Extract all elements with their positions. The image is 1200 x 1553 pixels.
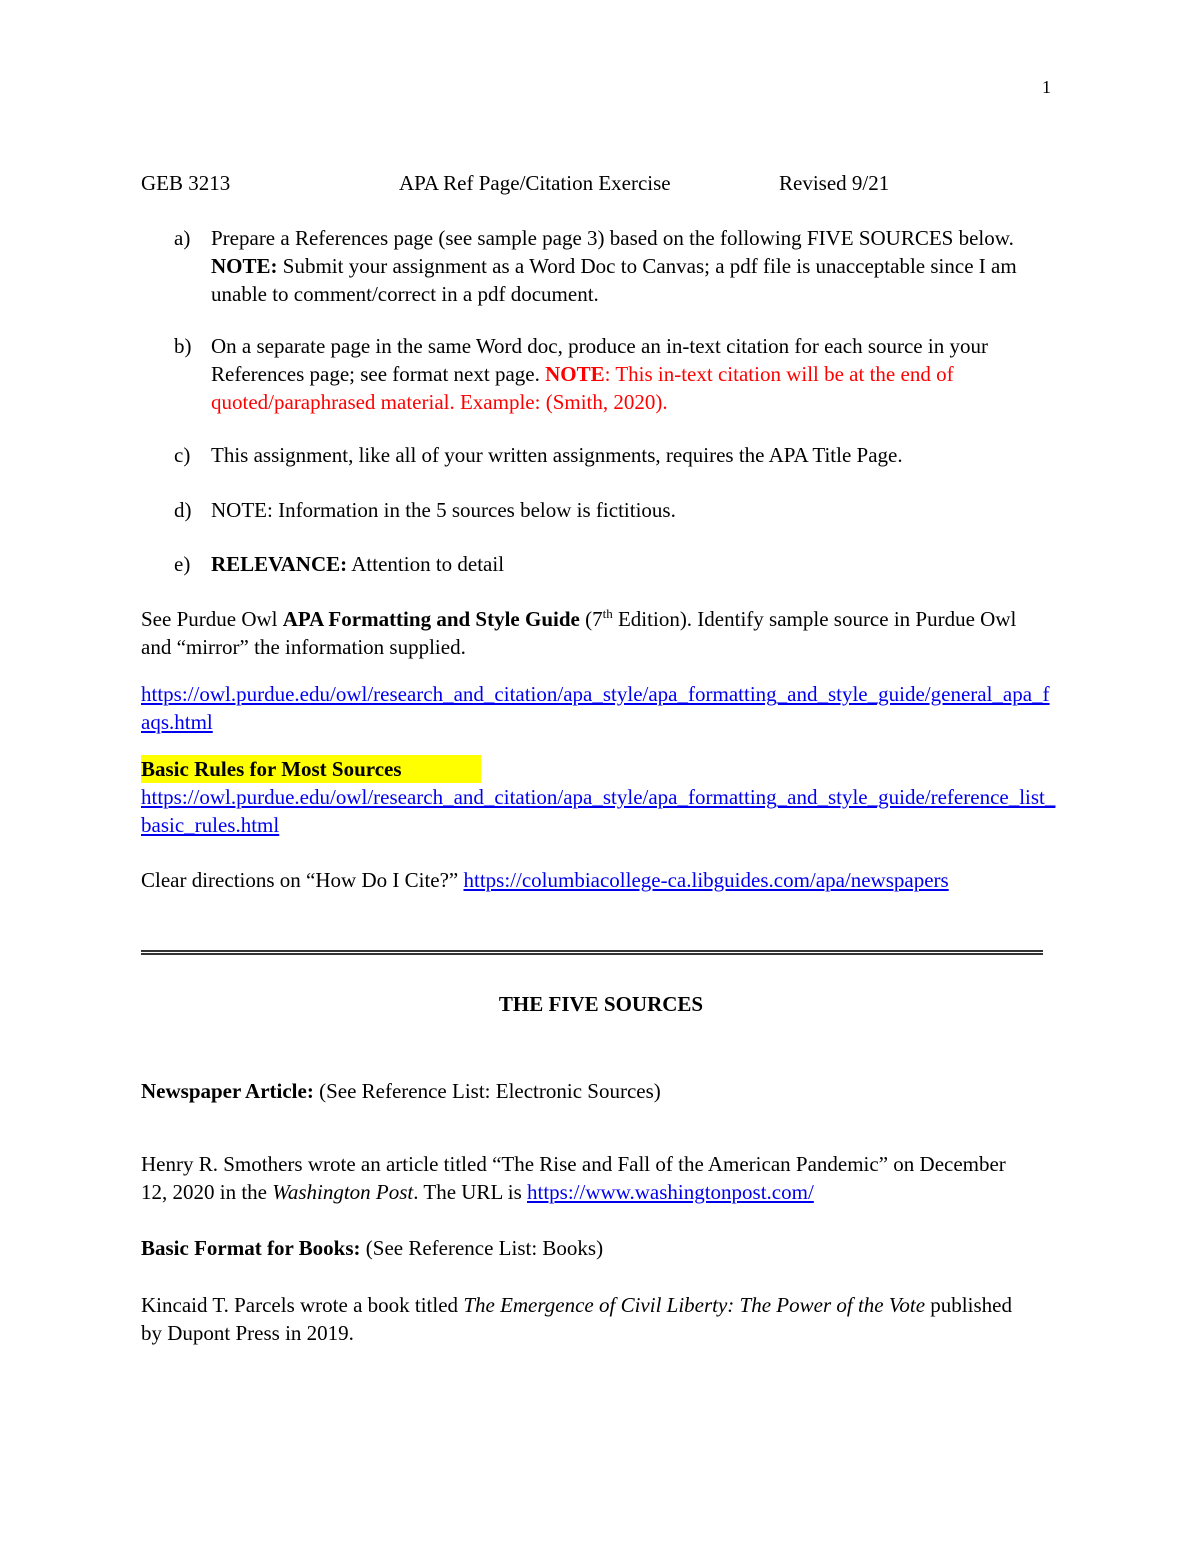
- relevance-label: RELEVANCE:: [211, 552, 348, 576]
- page-number: 1: [1042, 77, 1051, 97]
- instruction-text: [211, 332, 1051, 416]
- books-text: published by Dupont Press in 2019.: [141, 1293, 1012, 1345]
- books-note: (See Reference List: Books): [360, 1236, 604, 1260]
- note-label-red: NOTE: [545, 362, 605, 386]
- newspaper-label: Newspaper Article:: [141, 1079, 314, 1103]
- clear-directions-text: Clear directions on “How Do I Cite?”: [141, 868, 464, 892]
- citation-note-red: : This in-text citation will be at the end of quoted/paraphrased material. Example: (Smith, 2020).: [211, 362, 954, 414]
- books-heading: [141, 1234, 1056, 1262]
- books-text: Kincaid T. Parcels wrote a book titled: [141, 1293, 464, 1317]
- course-code: GEB 3213: [141, 171, 231, 195]
- style-guide-title: APA Formatting and Style Guide: [282, 607, 580, 631]
- books-label: Basic Format for Books:: [141, 1236, 361, 1260]
- newspaper-heading: [141, 1077, 1056, 1105]
- instruction-text: [211, 224, 1051, 308]
- edition-text: (7: [579, 607, 603, 631]
- book-title: The Emergence of Civil Liberty: The Power of the Vote: [463, 1293, 926, 1317]
- instruction-text: [211, 550, 1051, 578]
- note-label: NOTE:: [211, 254, 278, 278]
- basic-rules-heading: [141, 755, 1056, 783]
- books-description: [141, 1291, 1031, 1347]
- newspaper-description: [141, 1150, 1021, 1206]
- list-letter: a): [174, 226, 191, 250]
- instruction-item-b: [141, 332, 1051, 416]
- instruction-text-part: Attention to detail: [347, 552, 505, 576]
- instruction-text-part: On a separate page in the same Word doc, produce an in-text citation for each source in your References page; see format next page.: [211, 334, 988, 386]
- instruction-item-e: [141, 550, 1051, 578]
- document-title: APA Ref Page/Citation Exercise: [399, 171, 671, 195]
- newspaper-note: (See Reference List: Electronic Sources): [313, 1079, 661, 1103]
- list-letter: c): [174, 443, 191, 467]
- instruction-text-part: Prepare a References page (see sample page 3) based on the following FIVE SOURCES below.: [211, 226, 1014, 250]
- instruction-text: NOTE: Information in the 5 sources below is fictitious.: [211, 498, 676, 522]
- newspaper-name: Washington Post: [272, 1180, 414, 1204]
- edition-superscript: th: [602, 606, 613, 621]
- purdue-text: See Purdue Owl: [141, 607, 283, 631]
- revision-date: Revised 9/21: [779, 171, 890, 195]
- newspaper-text: Henry R. Smothers wrote an article titled “The Rise and Fall of the American Pandemic” on December 12, 2020 in the: [141, 1152, 1006, 1204]
- purdue-faq-link[interactable]: https://owl.purdue.edu/owl/research_and_citation/apa_style/apa_formatting_and_style_guide/general_apa_faqs.html: [141, 682, 1050, 734]
- list-letter: b): [174, 334, 192, 358]
- sources-title: THE FIVE SOURCES: [498, 992, 704, 1016]
- instruction-item-a: [141, 224, 1051, 308]
- purdue-link-paragraph: [141, 680, 1051, 736]
- list-letter: d): [174, 498, 192, 522]
- washington-post-link[interactable]: https://www.washingtonpost.com/: [527, 1180, 814, 1204]
- instruction-item-d: [141, 496, 1051, 524]
- basic-rules-link-paragraph: [141, 783, 1056, 839]
- purdue-paragraph: [141, 605, 1021, 661]
- basic-rules-link[interactable]: https://owl.purdue.edu/owl/research_and_citation/apa_style/apa_formatting_and_style_guide/reference_list_basic_rules.html: [141, 785, 1056, 837]
- instruction-text-part: Submit your assignment as a Word Doc to Canvas; a pdf file is unacceptable since I am unable to comment/correct in a pdf document.: [211, 254, 1017, 306]
- section-divider: [141, 950, 1043, 955]
- clear-directions: [141, 866, 1081, 894]
- instruction-item-c: [141, 441, 1051, 469]
- newspaper-text: . The URL is: [413, 1180, 527, 1204]
- basic-rules-title: Basic Rules for Most Sources: [141, 755, 481, 783]
- purdue-text: Edition). Identify sample source in Purdue Owl and “mirror” the information supplied.: [141, 607, 1017, 659]
- instruction-text: This assignment, like all of your written assignments, requires the APA Title Page.: [211, 443, 903, 467]
- libguides-link[interactable]: https://columbiacollege-ca.libguides.com/apa/newspapers: [463, 868, 949, 892]
- list-letter: e): [174, 552, 191, 576]
